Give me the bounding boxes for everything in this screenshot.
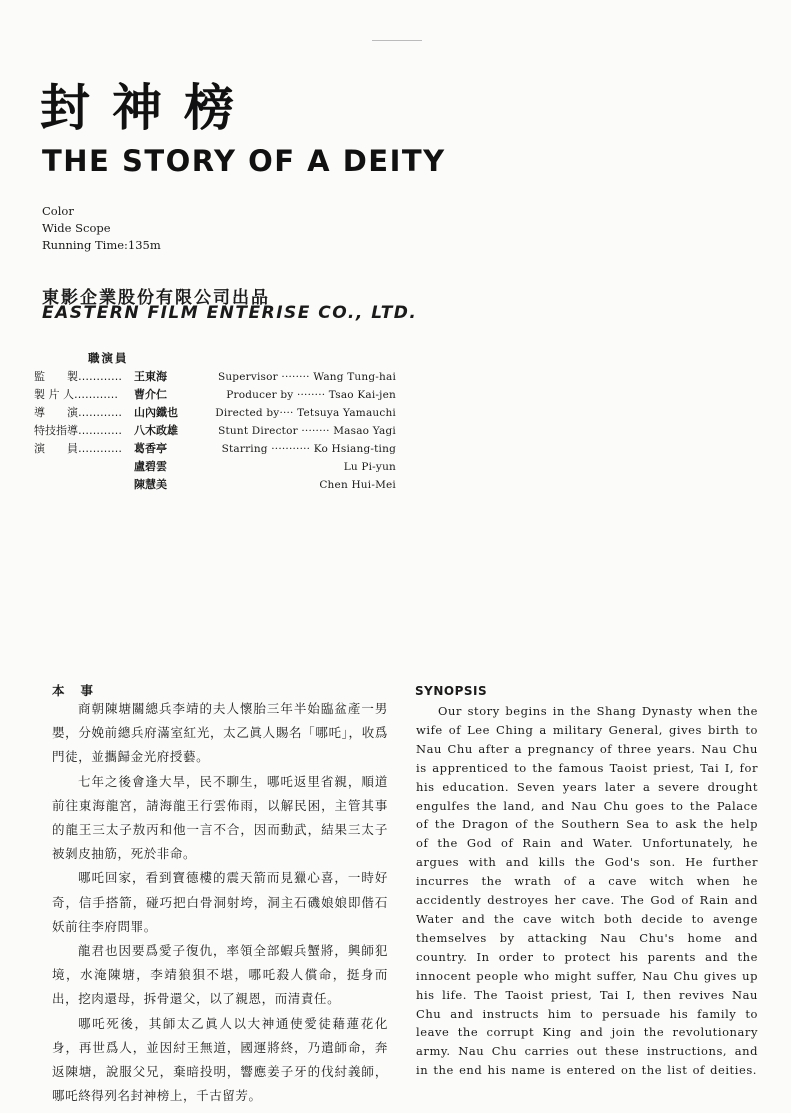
story-paragraph: 七年之後會逢大旱，民不聊生，哪吒返里省親，順道前往東海龍宮，請海龍王行雲佈雨，以解民困，主管其事的龍王三太子敖丙和他一言不合，因而動武，結果三太子被剝皮抽筋，死於非命。: [52, 773, 388, 862]
credit-role-cn: 監 製…………: [34, 370, 122, 383]
credit-role-cn: 特技指導…………: [34, 424, 122, 437]
credit-name-cn: 葛香亭: [134, 442, 167, 455]
story-paragraph: 龍君也因要爲愛子復仇，率領全部蝦兵蟹將，興師犯境，水淹陳塘，李靖狼狽不堪，哪吒殺人償命，挺身而出，挖肉還母，拆骨還父，以了親恩，而清責任。: [52, 943, 388, 1007]
title-english: THE STORY OF A DEITY: [42, 144, 446, 178]
synopsis-heading: SYNOPSIS: [415, 684, 488, 698]
credit-english: Directed by···· Tetsuya Yamauchi: [215, 407, 396, 419]
credit-row: [34, 458, 396, 476]
credit-role-cn: 演 員…………: [34, 442, 122, 455]
paper-speck: [372, 40, 422, 41]
credit-name-cn: 八木政雄: [134, 424, 178, 437]
credit-row: [34, 404, 396, 422]
story-paragraph: 哪吒回家，看到寶德樓的震天箭而見獵心喜，一時好奇，信手搭箭，碰巧把白骨洞射垮，洞主石磯娘娘即偕石妖前往李府問罪。: [52, 870, 388, 934]
credit-english: Lu Pi-yun: [343, 461, 396, 473]
credit-role-cn: 製 片 人…………: [34, 388, 118, 401]
credit-role-cn: 導 演…………: [34, 406, 122, 419]
credit-name-cn: 山內鐵也: [134, 406, 178, 419]
film-specs: [42, 203, 161, 254]
story-heading-cn: 本事: [52, 683, 110, 698]
credits-list: [34, 368, 396, 494]
story-paragraph: 哪吒死後，其師太乙眞人以大神通使愛徒藉蓮花化身，再世爲人，並因紂王無道，國運將終，乃遣師命，奔返陳塘，說服父兄，棄暗投明，響應姜子牙的伐紂義師，哪吒終得列名封神榜上，千古留芳。: [52, 1015, 388, 1104]
credit-name-cn: 曹介仁: [134, 388, 167, 401]
credit-english: Stunt Director ········ Masao Yagi: [218, 425, 396, 437]
credit-english: Starring ··········· Ko Hsiang-ting: [221, 443, 396, 455]
story-chinese: [52, 697, 388, 1108]
credit-row: [34, 422, 396, 440]
company-english: EASTERN FILM ENTERISE CO., LTD.: [42, 303, 418, 323]
credit-name-cn: 盧碧雲: [134, 460, 167, 473]
credit-row: [34, 476, 396, 494]
spec-color: Color: [42, 204, 74, 218]
cast-header: 職演員: [88, 351, 129, 365]
credit-english: Chen Hui-Mei: [319, 479, 396, 491]
credit-row: [34, 386, 396, 404]
company-chinese: 東影企業股份有限公司出品: [42, 288, 270, 308]
credit-row: [34, 440, 396, 458]
synopsis-english: [416, 702, 758, 1080]
credit-row: [34, 368, 396, 386]
credit-english: Supervisor ········ Wang Tung-hai: [217, 371, 396, 383]
credit-name-cn: 王東海: [134, 370, 167, 383]
spec-running-time: Running Time:135m: [42, 238, 161, 252]
story-paragraph: 商朝陳塘關總兵李靖的夫人懷胎三年半始臨盆產一男嬰，分娩前總兵府滿室紅光，太乙眞人賜名「哪吒」，收爲門徒，並攜歸金光府授藝。: [52, 701, 388, 765]
title-chinese: 封神榜: [40, 79, 256, 137]
synopsis-text: Our story begins in the Shang Dynasty when the wife of Lee Ching a military General, gives birth to Nau Chu after a pregnancy of three years. Nau Chu is apprenticed to the famous Taoist priest, Tai I, for his education. Seven years later a severe drought engulfes the land, and Nau Chu goes to the Palace of the Dragon of the Southern Sea to ask the help of the God of Rain and Water. Unfortunately, he argues with and kills the God's son. He further incurres the wrath of a cave witch when he accidently destroyes her cave. The God of Rain and Water and the cave witch both decide to avenge themselves by attacking Nau Chu's home and country. In order to protect his parents and the innocent people who might suffer, Nau Chu gives up his life. The Taoist priest, Tai I, then revives Nau Chu and instructs him to persuade his family to leave the corrupt King and join the revolutionary army. Nau Chu carries out these instructions, and in the end his name is entered on the list of deities.: [416, 704, 758, 1078]
credit-name-cn: 陳慧美: [134, 478, 167, 491]
spec-format: Wide Scope: [42, 221, 111, 235]
credit-english: Producer by ········ Tsao Kai-jen: [226, 389, 396, 401]
